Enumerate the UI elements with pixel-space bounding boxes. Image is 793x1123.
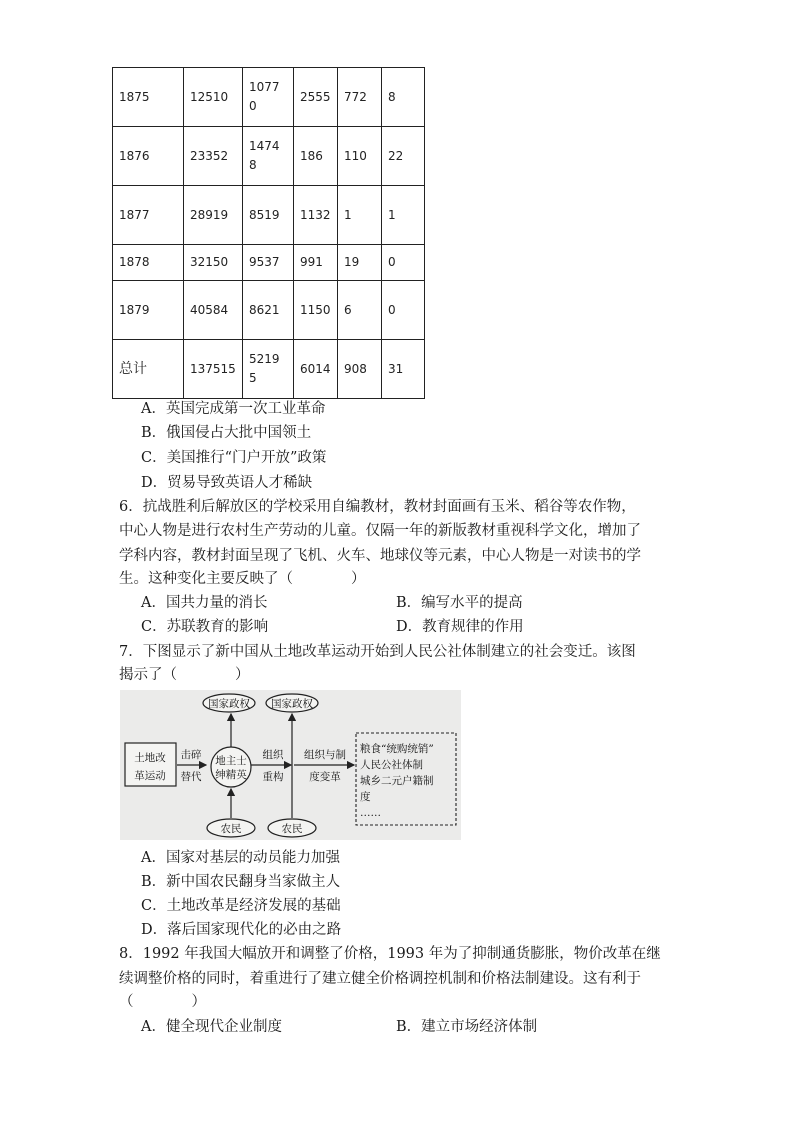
table-cell: 31 — [382, 340, 425, 399]
q7-stem-line: 7．下图显示了新中国从土地改革运动开始到人民公社体制建立的社会变迁。该图 — [119, 644, 636, 660]
table-row — [113, 68, 425, 127]
arrow1-label-bottom: 替代 — [180, 771, 202, 783]
q6-stem-line: 6．抗战胜利后解放区的学校采用自编教材，教材封面画有玉米、稻谷等农作物， — [119, 499, 636, 515]
diagram-svg — [120, 690, 461, 840]
table-cell: 28919 — [184, 186, 243, 245]
table-cell-total-label: 总计 — [113, 340, 184, 399]
q6-option-b: B．编写水平的提高 — [396, 595, 523, 611]
table-cell: 32150 — [184, 245, 243, 281]
table-cell: 1879 — [113, 281, 184, 340]
social-change-diagram — [120, 690, 461, 840]
gentry-elite-node — [211, 747, 251, 787]
trade-data-table — [112, 67, 425, 399]
table-cell: 52195 — [243, 340, 294, 399]
table-cell: 14748 — [243, 127, 294, 186]
q8-stem-line: （ ） — [119, 994, 206, 1010]
peasants-right-label: 农民 — [281, 823, 303, 835]
q8-option-b: B．建立市场经济体制 — [396, 1019, 538, 1035]
table-row — [113, 340, 425, 399]
table-cell: 10770 — [243, 68, 294, 127]
q7-stem-line: 揭示了（ ） — [119, 667, 250, 683]
q5-option-d: D．贸易导致英语人才稀缺 — [141, 475, 313, 491]
table-cell: 1876 — [113, 127, 184, 186]
q6-option-c: C．苏联教育的影响 — [141, 619, 269, 635]
q5-option-a: A．英国完成第一次工业革命 — [141, 401, 326, 417]
q6-option-d: D．教育规律的作用 — [396, 619, 524, 635]
table-cell: 19 — [338, 245, 382, 281]
table-cell: 1132 — [294, 186, 338, 245]
table-cell: 6 — [338, 281, 382, 340]
q7-option-a: A．国家对基层的动员能力加强 — [141, 850, 340, 866]
table-row — [113, 281, 425, 340]
table-cell: 8621 — [243, 281, 294, 340]
state-power-left-label: 国家政权 — [208, 698, 250, 710]
gentry-label-line1: 地主士 — [215, 755, 247, 767]
table-cell: 12510 — [184, 68, 243, 127]
arrow2-label-top: 组织 — [262, 749, 284, 761]
table-cell: 772 — [338, 68, 382, 127]
table-cell: 22 — [382, 127, 425, 186]
q6-stem-line: 生。这种变化主要反映了（ ） — [119, 571, 366, 587]
table-cell: 23352 — [184, 127, 243, 186]
table-row — [113, 127, 425, 186]
table-cell: 1875 — [113, 68, 184, 127]
q7-option-c: C．土地改革是经济发展的基础 — [141, 898, 341, 914]
table-cell: 110 — [338, 127, 382, 186]
q8-stem-line: 8．1992 年我国大幅放开和调整了价格，1993 年为了抑制通货膨胀，物价改革在继 — [119, 946, 661, 962]
state-power-right-label: 国家政权 — [271, 698, 313, 710]
table-cell: 2555 — [294, 68, 338, 127]
q8-stem-line: 续调整价格的同时，着重进行了建立健全价格调控机制和价格法制建设。这有利于 — [119, 971, 641, 987]
table-cell: 1 — [338, 186, 382, 245]
arrow2-label-bottom: 重构 — [262, 771, 284, 783]
q6-stem-line: 学科内容，教材封面呈现了飞机、火车、地球仪等元素，中心人物是一对读书的学 — [119, 548, 641, 564]
table-cell: 991 — [294, 245, 338, 281]
gentry-label-line2: 绅精英 — [215, 769, 247, 781]
result-line5: …… — [360, 807, 381, 819]
land-reform-label-line2: 革运动 — [134, 770, 166, 782]
table-cell: 1877 — [113, 186, 184, 245]
land-reform-label-line1: 土地改 — [134, 752, 166, 764]
table-cell: 186 — [294, 127, 338, 186]
arrow1-label-top: 击碎 — [180, 749, 202, 761]
table-cell: 0 — [382, 245, 425, 281]
q7-option-b: B．新中国农民翻身当家做主人 — [141, 874, 341, 890]
table-cell: 1 — [382, 186, 425, 245]
table-cell: 137515 — [184, 340, 243, 399]
q8-option-a: A．健全现代企业制度 — [141, 1019, 282, 1035]
table-cell: 40584 — [184, 281, 243, 340]
table-cell: 0 — [382, 281, 425, 340]
table-cell: 6014 — [294, 340, 338, 399]
result-line3: 城乡二元户籍制 — [360, 775, 434, 787]
table-cell: 8519 — [243, 186, 294, 245]
peasants-left-label: 农民 — [220, 823, 242, 835]
q5-option-c: C．美国推行“门户开放”政策 — [141, 450, 327, 466]
q5-option-b: B．俄国侵占大批中国领土 — [141, 425, 312, 441]
table-row — [113, 186, 425, 245]
result-line4: 度 — [360, 791, 371, 803]
table-cell: 1150 — [294, 281, 338, 340]
arrow3-label-top: 组织与制 — [304, 749, 346, 761]
table-cell: 908 — [338, 340, 382, 399]
q6-option-a: A．国共力量的消长 — [141, 595, 268, 611]
table-row — [113, 245, 425, 281]
arrow3-label-bottom: 度变革 — [309, 771, 341, 783]
table-cell: 9537 — [243, 245, 294, 281]
q6-stem-line: 中心人物是进行农村生产劳动的儿童。仅隔一年的新版教材重视科学文化，增加了 — [119, 523, 641, 539]
table-cell: 8 — [382, 68, 425, 127]
result-line2: 人民公社体制 — [360, 759, 423, 771]
q7-option-d: D．落后国家现代化的必由之路 — [141, 922, 342, 938]
table-cell: 1878 — [113, 245, 184, 281]
result-line1: 粮食“统购统销” — [360, 743, 434, 755]
